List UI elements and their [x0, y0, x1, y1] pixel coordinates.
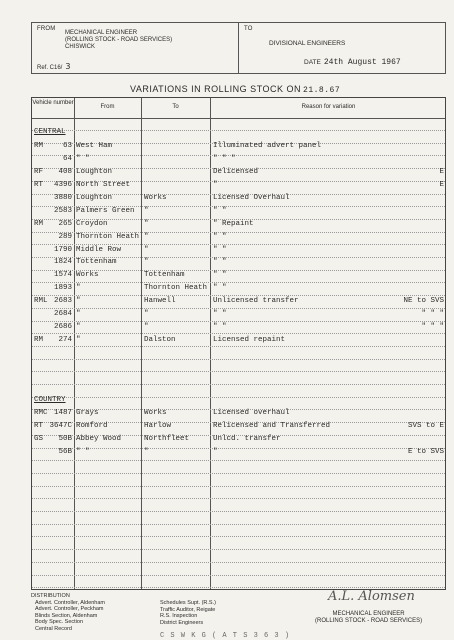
signatory-stamp: [315, 611, 422, 625]
reason-cell: " ": [213, 271, 227, 279]
from-cell: ": [76, 284, 81, 292]
from-cell: Loughton: [76, 168, 113, 176]
reason-cell: " ": [213, 310, 227, 318]
vehicle-number: 265: [58, 220, 72, 228]
ruled-line: [32, 511, 445, 512]
vehicle-class: RF: [34, 168, 44, 176]
reason-cell: Licensed Overhaul: [213, 194, 290, 202]
reason-extra-cell: NE to SVS: [403, 297, 444, 305]
ruled-line: [32, 333, 445, 334]
reason-extra-cell: E: [439, 168, 444, 176]
to-cell: Dalston: [144, 336, 176, 344]
to-cell: Hanwell: [144, 297, 176, 305]
to-cell: ": [144, 207, 149, 215]
vehicle-number: 1824: [53, 258, 72, 266]
to-cell: ": [144, 310, 149, 318]
reason-cell: " Repaint: [213, 220, 254, 228]
to-cell: ": [144, 233, 149, 241]
distribution-item: Central Record: [35, 625, 72, 632]
vehicle-class: RM: [34, 220, 44, 228]
from-cell: ": [76, 336, 81, 344]
date-label: DATE: [304, 59, 321, 66]
from-cell: ": [76, 310, 81, 318]
from-cell: Croydon: [76, 220, 108, 228]
reason-cell: Unlicensed transfer: [213, 297, 299, 305]
distribution-item: Schedules Supt. (R.S.): [160, 600, 216, 606]
ruled-line: [32, 282, 445, 283]
to-cell: Harlow: [144, 422, 172, 430]
ruled-line: [32, 524, 445, 525]
ruled-line: [32, 397, 445, 398]
date: [304, 58, 401, 67]
section-central: CENTRAL: [34, 128, 66, 136]
from-cell: Middle Row: [76, 246, 122, 254]
column-divider: [210, 98, 211, 589]
to-label: TO: [244, 26, 253, 32]
vehicle-class: RM: [34, 142, 44, 150]
ruled-line: [32, 549, 445, 550]
column-header-reason: Reason for variation: [301, 104, 356, 110]
vehicle-class: RMC: [34, 409, 48, 417]
distribution-label: DISTRIBUTION: [31, 593, 70, 599]
to-cell: Tottenham: [144, 271, 185, 279]
ruled-line: [32, 460, 445, 461]
reason-extra-cell: " " ": [421, 310, 444, 318]
vehicle-number: 63: [62, 142, 72, 150]
ruled-line: [32, 536, 445, 537]
reason-extra-cell: E: [439, 181, 444, 189]
to-cell: Works: [144, 194, 167, 202]
vehicle-class: RM: [34, 336, 44, 344]
from-cell: " ": [76, 155, 90, 163]
distribution-item: R.S. Inspection: [160, 613, 198, 619]
from-cell: Loughton: [76, 194, 113, 202]
distribution-item: District Engineers: [160, 619, 204, 626]
from-label: FROM: [37, 26, 56, 32]
distribution-item: Advert. Controller, Aldenham: [35, 599, 106, 606]
reason-cell: Illuminated advert panel: [213, 142, 322, 150]
reference: [37, 62, 70, 71]
reason-cell: Delicensed: [213, 168, 259, 176]
vehicle-number: 2684: [53, 310, 72, 318]
reason-cell: Licensed repaint: [213, 336, 286, 344]
section-country: COUNTRY: [34, 396, 66, 404]
to-cell: Northfleet: [144, 435, 190, 443]
to-cell: ": [144, 448, 149, 456]
reason-cell: ": [213, 181, 218, 189]
distribution-item: Traffic Auditor, Reigate: [160, 606, 216, 613]
reason-extra-cell: SVS to E: [407, 422, 444, 430]
ref-label: Ref. C16/: [37, 65, 63, 71]
from-cell: West Ham: [76, 142, 113, 150]
column-divider: [74, 98, 75, 589]
distribution-item: Blinds Section, Aldenham: [35, 612, 98, 619]
vehicle-number: 64: [62, 155, 72, 163]
vehicle-number: 3647C: [49, 422, 72, 430]
from-line: (ROLLING STOCK - ROAD SERVICES): [65, 37, 173, 43]
ruled-line: [32, 473, 445, 474]
ruled-line: [32, 130, 445, 131]
from-cell: " ": [76, 448, 90, 456]
reason-extra-cell: E to SVS: [407, 448, 444, 456]
distribution-right: [160, 600, 216, 626]
from-cell: Thornton Heath: [76, 233, 140, 241]
variations-table: [31, 97, 446, 590]
to-value: DIVISIONAL ENGINEERS: [269, 40, 346, 47]
vehicle-class: GS: [34, 435, 44, 443]
reason-cell: " ": [213, 246, 227, 254]
from-cell: Works: [76, 271, 99, 279]
reason-cell: " ": [213, 323, 227, 331]
bottom-stamp: C S W K G ( A T S 3 6 3 ): [160, 632, 291, 640]
ruled-line: [32, 562, 445, 563]
reason-cell: " ": [213, 258, 227, 266]
from-line: MECHANICAL ENGINEER: [65, 30, 138, 36]
ruled-line: [32, 321, 445, 322]
vehicle-number: 4396: [53, 181, 72, 189]
title-date: 21.8.67: [303, 86, 341, 95]
column-header-to: To: [172, 104, 179, 110]
to-cell: ": [144, 258, 149, 266]
vehicle-number: 289: [58, 233, 72, 241]
stamp-line: MECHANICAL ENGINEER: [332, 611, 405, 617]
vehicle-number: 3880: [53, 194, 72, 202]
reason-cell: " ": [213, 233, 227, 241]
vehicle-number: 1487: [53, 409, 72, 417]
vehicle-number: 1574: [53, 271, 72, 279]
from-box: [31, 22, 239, 74]
reason-cell: Unlcd. transfer: [213, 435, 281, 443]
stamp-line: (ROLLING STOCK - ROAD SERVICES): [315, 618, 423, 624]
from-cell: ": [76, 323, 81, 331]
vehicle-number: 2683: [53, 297, 72, 305]
from-cell: Abbey Wood: [76, 435, 122, 443]
vehicle-number: 56B: [58, 448, 72, 456]
vehicle-number: 50B: [58, 435, 72, 443]
ruled-line: [32, 295, 445, 296]
from-cell: Tottenham: [76, 258, 117, 266]
ruled-line: [32, 359, 445, 360]
ruled-line: [32, 346, 445, 347]
to-cell: Thornton Heath: [144, 284, 208, 292]
to-box: [238, 22, 446, 74]
from-cell: ": [76, 297, 81, 305]
vehicle-class: RML: [34, 297, 48, 305]
from-cell: Palmers Green: [76, 207, 135, 215]
page-title: [130, 84, 340, 95]
distribution-left: [31, 600, 105, 633]
header-divider: [32, 118, 445, 119]
date-value: 24th August 1967: [323, 58, 401, 67]
to-cell: ": [144, 323, 149, 331]
column-header-from: From: [100, 104, 115, 110]
reason-cell: Licensed overhaul: [213, 409, 290, 417]
reason-extra-cell: " " ": [421, 323, 444, 331]
reason-cell: Relicensed and Transferred: [213, 422, 331, 430]
column-divider: [141, 98, 142, 589]
vehicle-class: RT: [34, 181, 44, 189]
distribution-list: [31, 593, 105, 632]
to-cell: ": [144, 220, 149, 228]
title-text: VARIATIONS IN ROLLING STOCK ON: [130, 84, 302, 94]
from-cell: North Street: [76, 181, 131, 189]
reason-cell: ": [213, 448, 218, 456]
ruled-line: [32, 498, 445, 499]
reason-cell: " " ": [213, 155, 236, 163]
vehicle-number: 274: [58, 336, 72, 344]
column-header-vehicle: Vehicle number: [32, 100, 74, 106]
reason-cell: " ": [213, 207, 227, 215]
from-line: CHISWICK: [65, 44, 95, 50]
vehicle-number: 2686: [53, 323, 72, 331]
ruled-line: [32, 308, 445, 309]
from-cell: Romford: [76, 422, 108, 430]
vehicle-number: 2583: [53, 207, 72, 215]
to-cell: Works: [144, 409, 167, 417]
ref-value: 3: [65, 62, 71, 71]
ruled-line: [32, 155, 445, 156]
vehicle-number: 1790: [53, 246, 72, 254]
signature: A.L. Alomsen: [328, 589, 415, 604]
distribution-item: Advert. Controller, Peckham: [35, 606, 104, 612]
vehicle-number: 408: [58, 168, 72, 176]
from-cell: Grays: [76, 409, 99, 417]
from-address: [65, 30, 172, 51]
ruled-line: [32, 575, 445, 576]
vehicle-number: 1893: [53, 284, 72, 292]
vehicle-class: RT: [34, 422, 44, 430]
to-cell: ": [144, 246, 149, 254]
ruled-line: [32, 486, 445, 487]
distribution-item: Body Spec. Section: [35, 619, 84, 625]
reason-cell: " ": [213, 284, 227, 292]
ruled-line: [32, 384, 445, 385]
ruled-line: [32, 371, 445, 372]
